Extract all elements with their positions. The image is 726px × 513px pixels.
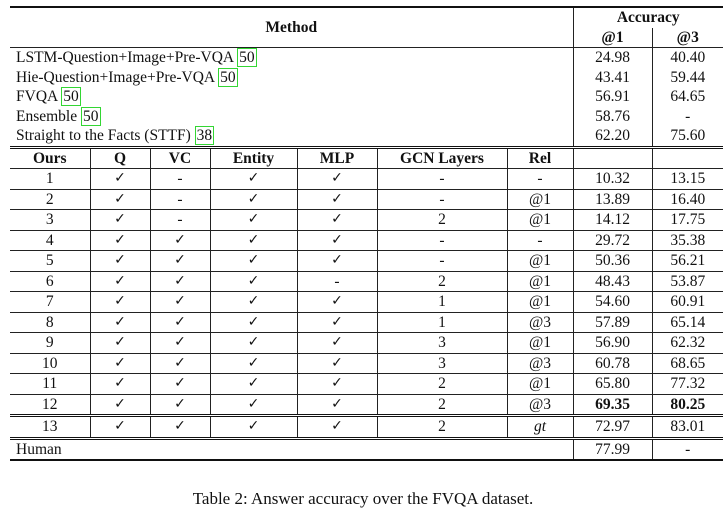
vc-cell: ✓ [150,333,210,354]
mlp-cell: ✓ [297,210,377,231]
q-cell: ✓ [90,189,150,210]
header-row-1 [10,7,723,28]
vc-cell: ✓ [150,312,210,333]
mlp-cell: ✓ [297,374,377,395]
gcn-cell: - [377,189,507,210]
config-id: 1 [10,169,90,190]
entity-cell: ✓ [210,416,297,439]
vc-cell: ✓ [150,416,210,439]
config-id: 6 [10,271,90,292]
citation-link[interactable]: 50 [63,88,79,106]
vc-cell: - [150,169,210,190]
vc-cell: - [150,210,210,231]
gcn-cell: 2 [377,416,507,439]
ablation-row [10,271,723,292]
citation-link[interactable]: 50 [220,68,236,86]
acc1-value: 65.80 [573,374,652,395]
acc1-value: 54.60 [573,292,652,313]
acc1-value: 56.90 [573,333,652,354]
gcn-cell: - [377,251,507,272]
gcn-cell: 3 [377,333,507,354]
results-table [10,6,723,461]
gcn-cell: - [377,230,507,251]
baseline-row [10,126,723,147]
gcn-cell: 2 [377,271,507,292]
method-name: Hie-Question+Image+Pre-VQA [16,68,219,86]
acc3-value: 62.32 [652,333,723,354]
entity-cell: ✓ [210,271,297,292]
mlp-cell: ✓ [297,251,377,272]
q-cell: ✓ [90,230,150,251]
baseline-method [10,87,573,107]
method-name: LSTM-Question+Image+Pre-VQA [16,49,238,67]
vc-cell: ✓ [150,353,210,374]
q-cell: ✓ [90,394,150,416]
acc3-value: 53.87 [652,271,723,292]
entity-cell: ✓ [210,251,297,272]
acc1-value: 57.89 [573,312,652,333]
ablation-section [10,147,723,416]
q-cell: ✓ [90,271,150,292]
config-id: 11 [10,374,90,395]
citation-link[interactable]: 50 [83,107,99,125]
q-cell: ✓ [90,210,150,231]
mlp-cell: ✓ [297,230,377,251]
blank-acc1-header [573,147,652,169]
vc-cell: - [150,189,210,210]
rel-cell: @1 [507,271,573,292]
vc-cell: ✓ [150,292,210,313]
human-section [10,438,723,460]
acc3-value: 59.44 [652,68,723,88]
human-acc1: 77.99 [573,438,652,460]
gcn-cell: 3 [377,353,507,374]
acc1-value: 13.89 [573,189,652,210]
mlp-cell: ✓ [297,333,377,354]
acc3-value: 16.40 [652,189,723,210]
acc1-value: 10.32 [573,169,652,190]
baseline-row [10,68,723,88]
config-id: 7 [10,292,90,313]
config-id: 10 [10,353,90,374]
ablation-row [10,230,723,251]
acc1-value: 58.76 [573,107,652,127]
acc-at3-header: @3 [652,28,723,48]
acc3-value: 77.32 [652,374,723,395]
acc1-value: 14.12 [573,210,652,231]
ablation-row [10,312,723,333]
baseline-section [10,48,723,148]
entity-cell: ✓ [210,230,297,251]
mlp-cell: ✓ [297,169,377,190]
rel-cell: gt [507,416,573,439]
gt-row [10,416,723,439]
acc3-value: 56.21 [652,251,723,272]
rel-cell: @3 [507,312,573,333]
q-header: Q [90,147,150,169]
acc3-value: 13.15 [652,169,723,190]
baseline-method [10,48,573,68]
config-id: 12 [10,394,90,416]
acc3-value: 64.65 [652,87,723,107]
rel-cell: @1 [507,292,573,313]
config-id: 3 [10,210,90,231]
method-name: Ensemble [16,107,81,125]
q-cell: ✓ [90,292,150,313]
ablation-row [10,353,723,374]
acc3-value: 75.60 [652,126,723,147]
q-cell: ✓ [90,312,150,333]
gcn-cell: 1 [377,312,507,333]
gcn-cell: 2 [377,210,507,231]
acc1-value: 72.97 [573,416,652,439]
baseline-row [10,48,723,68]
mlp-header: MLP [297,147,377,169]
acc1-value: 29.72 [573,230,652,251]
gcn-header: GCN Layers [377,147,507,169]
acc3-value: 35.38 [652,230,723,251]
acc1-value: 43.41 [573,68,652,88]
gt-section [10,416,723,439]
table-caption: Table 2: Answer accuracy over the FVQA dataset. [192,489,534,508]
baseline-row [10,107,723,127]
vc-header: VC [150,147,210,169]
human-acc3: - [652,438,723,460]
rel-cell: - [507,230,573,251]
baseline-row [10,87,723,107]
acc-at1-header: @1 [573,28,652,48]
citation-link[interactable]: 50 [239,49,255,67]
q-cell: ✓ [90,169,150,190]
rel-cell: @1 [507,210,573,231]
ablation-row [10,292,723,313]
ablation-row [10,374,723,395]
rel-cell: @1 [507,333,573,354]
vc-cell: ✓ [150,271,210,292]
blank-acc3-header [652,147,723,169]
rel-cell: @1 [507,374,573,395]
human-row [10,438,723,460]
q-cell: ✓ [90,333,150,354]
entity-cell: ✓ [210,374,297,395]
baseline-method [10,126,573,147]
ablation-row [10,169,723,190]
rel-header: Rel [507,147,573,169]
config-id: 8 [10,312,90,333]
acc1-value: 60.78 [573,353,652,374]
acc1-value: 50.36 [573,251,652,272]
method-header: Method [10,7,573,48]
baseline-method [10,107,573,127]
entity-cell: ✓ [210,189,297,210]
ablation-row [10,210,723,231]
acc3-value: 68.65 [652,353,723,374]
config-id: 9 [10,333,90,354]
method-name: FVQA [16,88,62,106]
human-label: Human [10,438,573,460]
q-cell: ✓ [90,374,150,395]
config-id: 2 [10,189,90,210]
rel-cell: @1 [507,251,573,272]
entity-cell: ✓ [210,333,297,354]
q-cell: ✓ [90,251,150,272]
ablation-row [10,189,723,210]
gcn-cell: 2 [377,374,507,395]
vc-cell: ✓ [150,374,210,395]
ours-header: Ours [10,147,90,169]
rel-cell: @3 [507,394,573,416]
acc3-value: - [652,107,723,127]
vc-cell: ✓ [150,230,210,251]
q-cell: ✓ [90,353,150,374]
config-id: 4 [10,230,90,251]
ablation-row [10,394,723,416]
rel-cell: - [507,169,573,190]
rel-cell: @3 [507,353,573,374]
mlp-cell: ✓ [297,394,377,416]
ablation-row [10,333,723,354]
acc1-value: 62.20 [573,126,652,147]
acc1-value: 56.91 [573,87,652,107]
entity-cell: ✓ [210,394,297,416]
mlp-cell: ✓ [297,353,377,374]
entity-header: Entity [210,147,297,169]
mlp-cell: ✓ [297,189,377,210]
ablation-row [10,251,723,272]
acc1-value: 69.35 [573,394,652,416]
acc1-value: 24.98 [573,48,652,68]
accuracy-header: Accuracy [573,7,723,28]
entity-cell: ✓ [210,210,297,231]
config-id: 13 [10,416,90,439]
method-name: Straight to the Facts (STTF) [16,127,195,145]
rel-cell: @1 [507,189,573,210]
acc3-value: 17.75 [652,210,723,231]
entity-cell: ✓ [210,292,297,313]
acc3-value: 80.25 [652,394,723,416]
entity-cell: ✓ [210,169,297,190]
vc-cell: ✓ [150,394,210,416]
q-cell: ✓ [90,416,150,439]
vc-cell: ✓ [150,251,210,272]
mlp-cell: ✓ [297,292,377,313]
acc1-value: 48.43 [573,271,652,292]
acc3-value: 40.40 [652,48,723,68]
entity-cell: ✓ [210,353,297,374]
mlp-cell: ✓ [297,416,377,439]
citation-link[interactable]: 38 [196,127,213,145]
config-id: 5 [10,251,90,272]
entity-cell: ✓ [210,312,297,333]
acc3-value: 83.01 [652,416,723,439]
gcn-cell: 1 [377,292,507,313]
mlp-cell: ✓ [297,312,377,333]
baseline-method [10,68,573,88]
ablation-header-row [10,147,723,169]
mlp-cell: - [297,271,377,292]
acc3-value: 65.14 [652,312,723,333]
gcn-cell: 2 [377,394,507,416]
acc3-value: 60.91 [652,292,723,313]
gcn-cell: - [377,169,507,190]
